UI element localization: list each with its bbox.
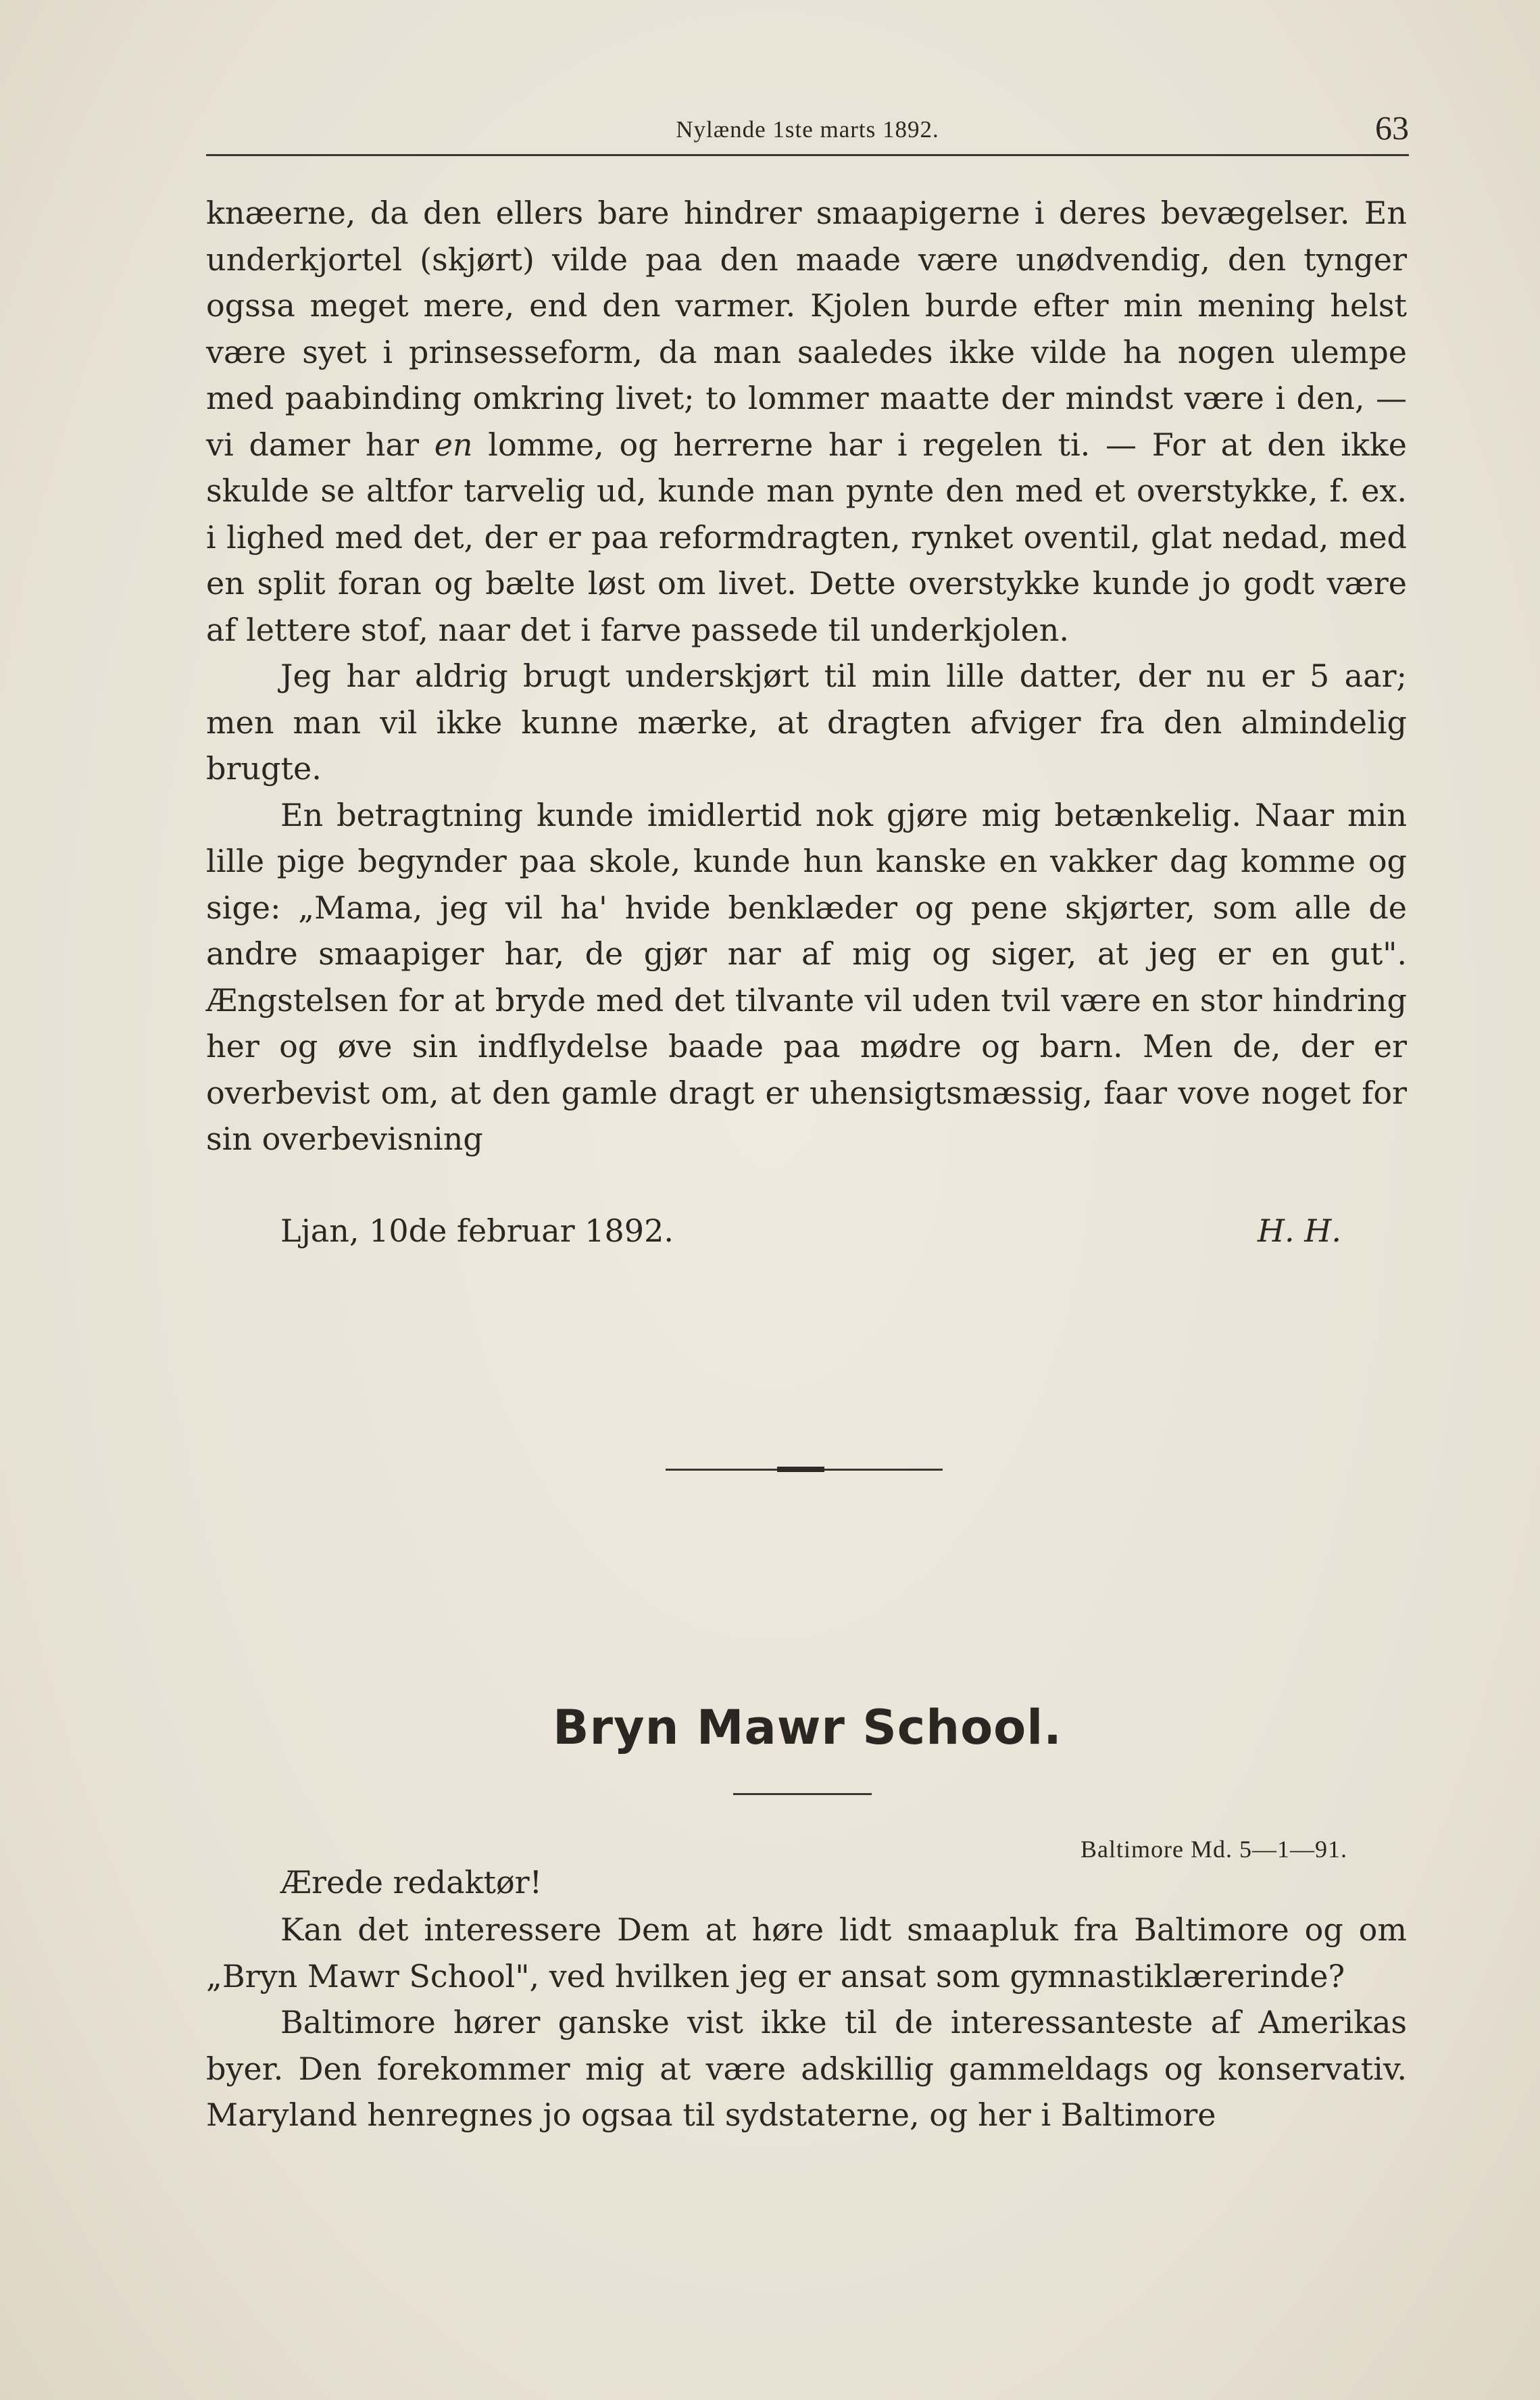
emphasized-word: en [434, 426, 473, 463]
article-continuation [206, 190, 1407, 1162]
paragraph: Baltimore hører ganske vist ikke til de interessanteste af Amerikas byer. Den forekommer mig at være adskillig gammeldags og konservativ. Maryland henregnes jo ogsaa til sydstaterne, og her i Baltimore [206, 2004, 1407, 2133]
paragraph: Jeg har aldrig brugt underskjørt til min lille datter, der nu er 5 aar; men man vil ikke kunne mærke, at dragten afviger fra den almindelig brugte. [206, 658, 1407, 787]
title-rule [733, 1793, 872, 1795]
paragraph: Kan det interessere Dem at høre lidt smaapluk fra Baltimore og om „Bryn Mawr School", ved hvilken jeg er ansat som gymnastiklærerinde? [206, 1911, 1407, 1994]
section-divider-ornament [777, 1467, 824, 1472]
salutation: Ærede redaktør! [280, 1864, 543, 1901]
paragraph [206, 190, 1407, 653]
paragraph-text: lomme, og herrerne har i regelen ti. — For at den ikke skulde se altfor tarvelig ud, kunde man pynte den med et overstykke, f. ex. i lighed med det, der er paa reformdragten, rynket oventil, glat nedad, med en split foran og bælte løst om livet. Dette overstykke kunde jo godt være af lettere stof, naar det i farve passede til underkjolen. [206, 426, 1407, 648]
letter-dateline: Baltimore Md. 5—1—91. [1081, 1836, 1347, 1863]
running-title: Nylænde 1ste marts 1892. [676, 116, 939, 143]
author-initials: H. H. [1257, 1213, 1341, 1249]
letter-body [206, 1907, 1407, 2138]
section-title: Bryn Mawr School. [553, 1700, 1062, 1755]
place-date: Ljan, 10de februar 1892. [280, 1213, 674, 1249]
running-header [206, 108, 1409, 151]
paragraph: En betragtning kunde imidlertid nok gjøre mig betænkelig. Naar min lille pige begynder paa skole, kunde hun kanske en vakker dag komme og sige: „Mama, jeg vil ha' hvide benklæder og pene skjørter, som alle de andre smaapiger har, de gjør nar af mig og siger, at jeg er en gut". Ængstelsen for at bryde med det tilvante vil uden tvil være en stor hindring her og øve sin indflydelse baade paa mødre og barn. Men de, der er overbevist om, at den gamle dragt er uhensigtsmæssig, faar vove noget for sin overbevisning [206, 796, 1407, 1157]
header-rule [206, 154, 1409, 156]
paragraph-text: knæerne, da den ellers bare hindrer smaapigerne i deres bevægelser. En underkjortel (skjørt) vilde paa den maade være unødvendig, den tynger ogssa meget mere, end den varmer. Kjolen burde efter min mening helst være syet i prinsesseform, da man saaledes ikke vilde ha nogen ulempe med paabinding omkring livet; to lommer maatte der mindst være i den, — vi damer har [206, 195, 1407, 463]
page-number: 63 [1375, 109, 1409, 147]
letter-signoff [280, 1208, 1341, 1254]
